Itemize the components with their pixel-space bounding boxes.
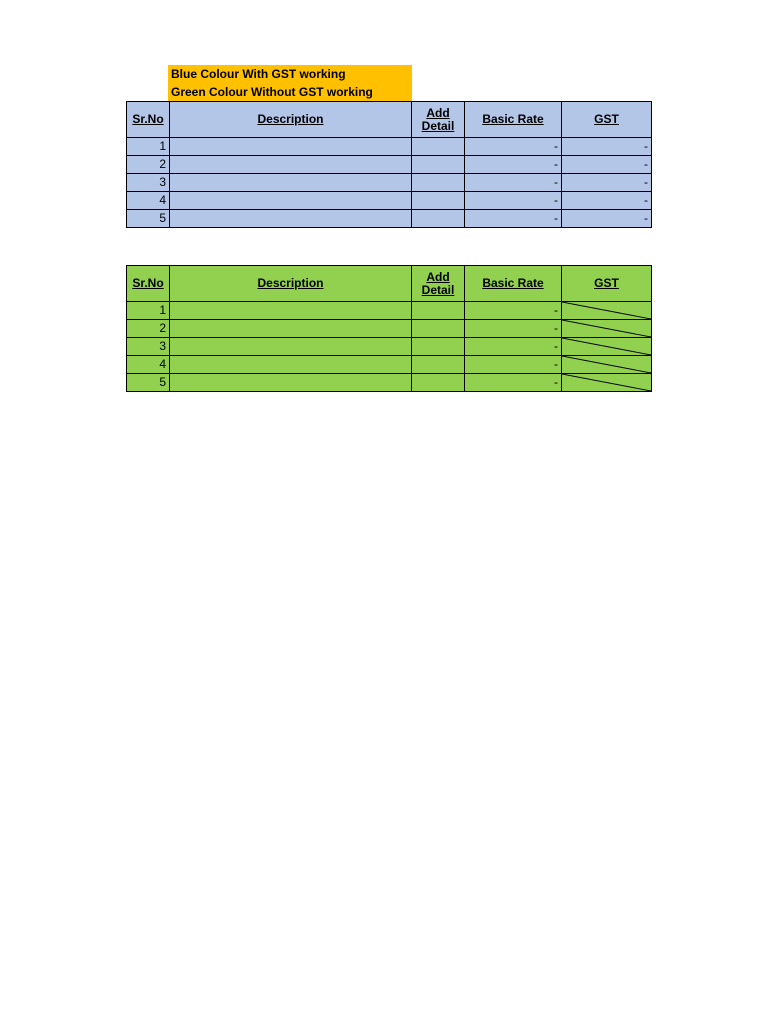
add-detail-cell[interactable]	[412, 374, 465, 392]
header-gst: GST	[562, 102, 652, 138]
diagonal-strike	[562, 302, 651, 319]
legend-green-note: Green Colour Without GST working	[171, 85, 373, 99]
add-detail-cell[interactable]	[412, 338, 465, 356]
srno-cell[interactable]: 4	[127, 192, 170, 210]
basic-rate-cell[interactable]: -	[465, 338, 562, 356]
srno-cell[interactable]: 5	[127, 210, 170, 228]
gst-crossed-out-cell	[562, 320, 652, 338]
add-detail-cell[interactable]	[412, 356, 465, 374]
srno-cell[interactable]: 5	[127, 374, 170, 392]
table-row	[127, 174, 652, 192]
header-basic-rate: Basic Rate	[465, 102, 562, 138]
basic-rate-cell[interactable]: -	[465, 192, 562, 210]
color-legend	[168, 65, 412, 102]
table-row	[127, 356, 652, 374]
basic-rate-cell[interactable]: -	[465, 356, 562, 374]
basic-rate-cell[interactable]: -	[465, 210, 562, 228]
gst-crossed-out-cell	[562, 356, 652, 374]
diagonal-strike	[562, 338, 651, 355]
header-add-detail: Add Detail	[412, 266, 465, 302]
with-gst-table	[126, 101, 652, 228]
description-cell[interactable]	[170, 174, 412, 192]
header-description: Description	[170, 266, 412, 302]
table-row	[127, 320, 652, 338]
gst-crossed-out-cell	[562, 374, 652, 392]
srno-cell[interactable]: 4	[127, 356, 170, 374]
diagonal-strike	[562, 374, 651, 391]
table-row	[127, 302, 652, 320]
basic-rate-cell[interactable]: -	[465, 374, 562, 392]
srno-cell[interactable]: 2	[127, 156, 170, 174]
add-detail-cell[interactable]	[412, 156, 465, 174]
description-cell[interactable]	[170, 156, 412, 174]
srno-cell[interactable]: 3	[127, 174, 170, 192]
basic-rate-cell[interactable]: -	[465, 320, 562, 338]
srno-cell[interactable]: 1	[127, 138, 170, 156]
header-add-detail: Add Detail	[412, 102, 465, 138]
header-basic-rate: Basic Rate	[465, 266, 562, 302]
diagonal-strike	[562, 320, 651, 337]
header-description: Description	[170, 102, 412, 138]
basic-rate-cell[interactable]: -	[465, 138, 562, 156]
add-detail-cell[interactable]	[412, 192, 465, 210]
description-cell[interactable]	[170, 192, 412, 210]
srno-cell[interactable]: 2	[127, 320, 170, 338]
description-cell[interactable]	[170, 210, 412, 228]
gst-crossed-out-cell	[562, 302, 652, 320]
gst-crossed-out-cell	[562, 338, 652, 356]
gst-cell[interactable]: -	[562, 138, 652, 156]
description-cell[interactable]	[170, 302, 412, 320]
table-header-row	[127, 102, 652, 138]
gst-cell[interactable]: -	[562, 156, 652, 174]
legend-blue-note: Blue Colour With GST working	[171, 67, 346, 81]
without-gst-table	[126, 265, 652, 392]
table-row	[127, 192, 652, 210]
description-cell[interactable]	[170, 374, 412, 392]
gst-cell[interactable]: -	[562, 210, 652, 228]
add-detail-cell[interactable]	[412, 302, 465, 320]
table-row	[127, 374, 652, 392]
diagonal-strike	[562, 356, 651, 373]
add-detail-cell[interactable]	[412, 320, 465, 338]
gst-cell[interactable]: -	[562, 192, 652, 210]
table-row	[127, 210, 652, 228]
add-detail-cell[interactable]	[412, 138, 465, 156]
description-cell[interactable]	[170, 338, 412, 356]
srno-cell[interactable]: 1	[127, 302, 170, 320]
table-row	[127, 138, 652, 156]
add-detail-cell[interactable]	[412, 174, 465, 192]
header-srno: Sr.No	[127, 102, 170, 138]
basic-rate-cell[interactable]: -	[465, 174, 562, 192]
table-row	[127, 338, 652, 356]
description-cell[interactable]	[170, 138, 412, 156]
add-detail-cell[interactable]	[412, 210, 465, 228]
gst-cell[interactable]: -	[562, 174, 652, 192]
description-cell[interactable]	[170, 320, 412, 338]
table-header-row	[127, 266, 652, 302]
header-gst: GST	[562, 266, 652, 302]
basic-rate-cell[interactable]: -	[465, 302, 562, 320]
table-row	[127, 156, 652, 174]
srno-cell[interactable]: 3	[127, 338, 170, 356]
header-srno: Sr.No	[127, 266, 170, 302]
basic-rate-cell[interactable]: -	[465, 156, 562, 174]
description-cell[interactable]	[170, 356, 412, 374]
